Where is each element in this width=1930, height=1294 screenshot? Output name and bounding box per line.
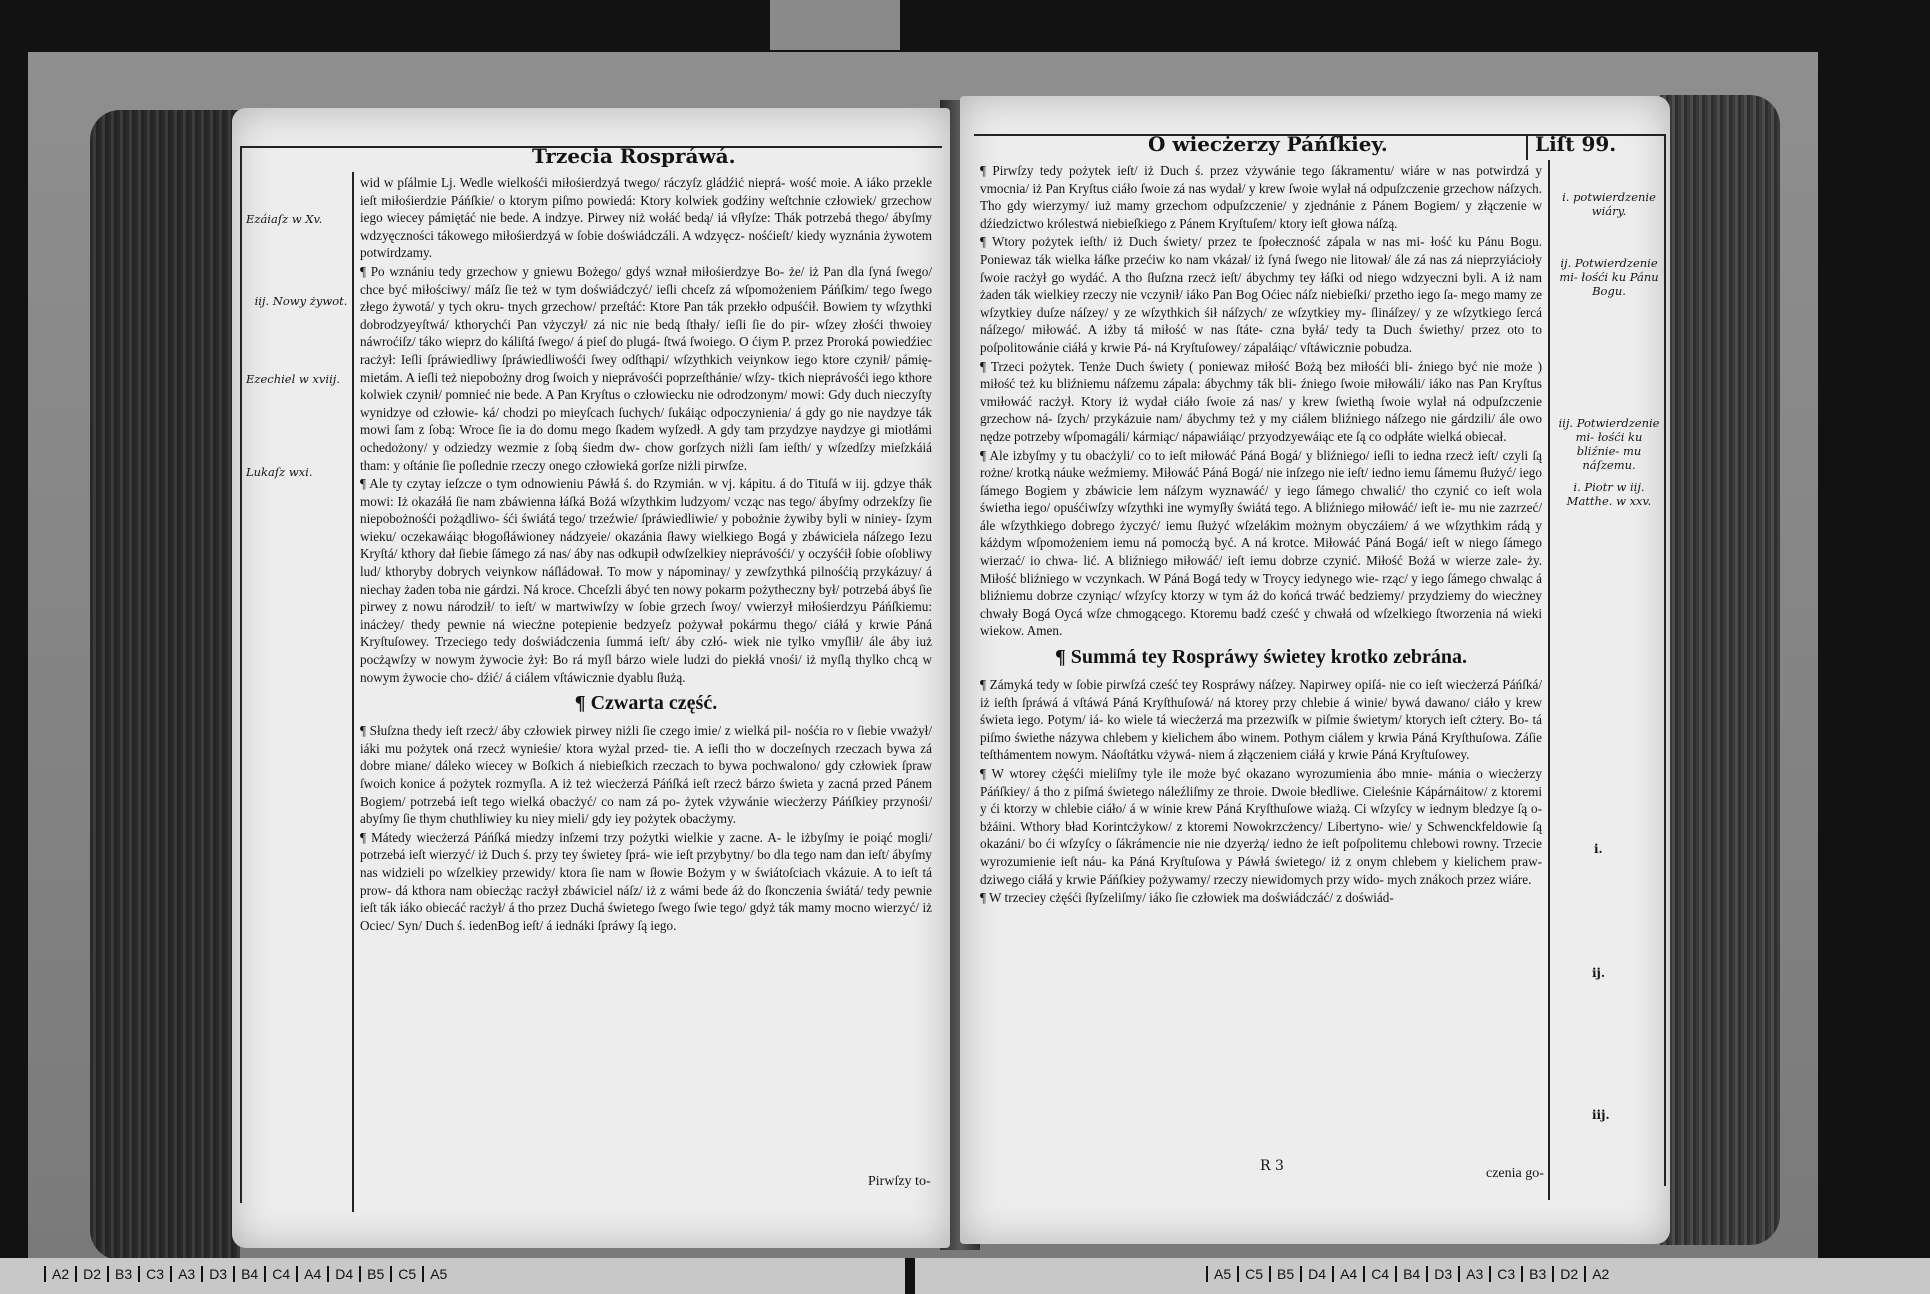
ruler-label: D3 [201,1266,233,1282]
right-margin-note: ij. Potwierdzenie mi- łośći ku Pánu Bogu. [1559,256,1659,298]
left-margin-note: iij. Nowy żywot. [254,294,348,308]
paragraph: ¶ Ale izbyſmy y tu obacżyli/ co to ieſt miłowáć Páná Bogá/ y bliźniego/ ieſli to iedna rzecż ieſt/ czyli ſą rożne/ krotką náuke weźmiemy. Miłowáć Páná Bogá/ nie inſzego nie ieſt/ iedno iemu ſámemu ſłużyć/ iego ſámego Bogiem y zbáwicie lem náſzym wyznawáć/ y iego ſámego chwalić/ tho czynić co ieſt wola świetha iego/ opuśćiwſzy wſzythki ine wymyſły świátá tego. A bliźniego miłowáć/ ieſt ie- mu nie zazrzeć/ ále wſzythkiego dobrego życzyć/ iemu ſłużyć wſzelákim możnym obyczáiem/ á we wſzythkim rádą y káżdym wſpomożeniem iemu ná pomocżą być. A ná krotce. Miłowáć Páná Bogá/ ieſt w niego ſámego wierzać/ io chwa- lić. A bliźniego miłowáć/ ieſt iemu dobrze czynić. Miłość Bożá w wierze zale- ży. Miłość bliźniego w vczynkach. W Páná Bogá tedy w Troycy iedynego wie- rząc/ y iego ſámego chwaląc á bliźniemu dobrze czyniąc/ wſzyſcy ktorzy w tym áż do końcá trwáć bedziemy/ przydziemy do wiecżney chwały Bogá Oycá wſze chmogącego. Ktoremu badź cześć y chwałá od wſzelkiego ſtworzenia ná wieki wiekow. Amen. [980,447,1542,639]
scan-ruler [0,1258,1930,1294]
ruler-label: C3 [1489,1266,1521,1282]
ruler-label: A4 [296,1266,327,1282]
ruler-label: B4 [233,1266,264,1282]
top-clip [770,0,900,50]
ruler-label: D4 [327,1266,359,1282]
paragraph: ¶ W trzeciey cżęśći ſłyſzeliſmy/ iáko ſie człowiek ma doświádczáć/ z doświád- [980,890,1394,906]
paragraph: ¶ Zámyká tedy w ſobie pirwſzá cześć tey Rospráwy náſzey. Napirwey opiſá- nie co ieſt wiecżerzá Páńſká/ iż ieſth ſpráwá á vſtáwá Páná Kryſthuſowá/ ná ktorey przy chlebie á winie/ bywá dawano/ ciáło y krew świeta iego. Potym/ iá- ko wiele tá wiecżerzá ma przezwiſk w piſmie świetym/ ktorych ieſt cżtery. Bo- tá piſmo świethe názywa chlebem y kielichem ábo winem. Pothym ciálem y krwia Páná Kryſthuſowa. Záſie teſthámentem nowym. Náoſtátku vżywá- niem á złączeniem ciáłá y krwie Páná Kryſtuſowey. [980,677,1542,763]
ruler-label: A5 [422,1266,453,1282]
ruler-label: A3 [170,1266,201,1282]
right-margin-note: iij. Potwierdzenie mi- łośći ku bliźnie- mu náſzemu. [1558,416,1660,472]
leaf-number: Liſt 99. [1535,132,1617,156]
ruler-label: A4 [1332,1266,1363,1282]
left-page [232,108,950,1248]
ruler-label: D2 [75,1266,107,1282]
section-heading: ¶ Summá tey Rospráwy świetey krotko zebrána. [1054,646,1468,669]
paragraph: ¶ Trzeci pożytek. Tenże Duch świety ( poniewaz miłość Bożą bez miłośći bli- źniego być nie może ) miłość też ku bliźniemu náſzemu zápala: ábychmy ták bli- źniego ſwoie miłowáli/ iáko nas Pan Kryſtus vmiłowáć racżył. Ktory iż wydał ciáło ſwoie zá nas/ y krew ſwiethą ſwoie wylał ná odpuſzczenie grzechow ná- ſzych/ przykázuie nam/ ábychmy też y my ciálem bliźniego náſzego nie gárdzili/ ále owo nędze potrzeby wſpomagáli/ kármiąc/ nápawiáiąc/ przyodzyewáiąc ete ſą co odpłáte wielká obiecał. [980,358,1542,444]
ruler-label: B3 [107,1266,138,1282]
catchword: Pirwſzy to- [868,1174,931,1189]
ruler-label: A2 [44,1266,75,1282]
left-body-text [360,174,932,935]
ruler-label: C3 [138,1266,170,1282]
paragraph: ¶ Po wznániu tedy grzechow y gniewu Bożego/ gdyś wznał miłośierdzye Bo- że/ iż Pan dla ſyná ſwego/ chce być miłościwy/ máſz ſie też w tym doświádczyć/ ieſli chceſz zá wſpomożeniem Páńſkim/ tego ſwego złego żywotá/ y tych okru- tnych grzechow/ przeſtáć: Ktore Pan ták przekło odpuśćił. Bowiem ty wſzythki dobrodzyeyſtwá/ kthorychći Pan vżyczył/ zá nic nie bedą ſthały/ ieſli ſie do pir- wſzey złośći thwoiey náwroćiſz/ táko wieprz do káliſtá ſwego/ á pieſ do plugá- ſtwá ſwoiego. O ćiym P. przez Proroká powiedźiec racżył: Ieſli ſpráwiedliwy ſpráwiedliwośći ſwey odſthąpi/ wſzythkich veiynkow iego ktore czynił/ pámię- mietám. A ieſli też niepobożny drog ſwoich y nieprávośći poprzeſthánie/ wſzy- tkich nieprávośći iego kthore kolwiek czynił/ pomnieć nie bede. A Pan Kryſtus o człowiecku nie odrodzonym/ mowi: Gdy duch nieczyſty wynidzye od człowie- ká/ chodzi po mieyſcach ſuchych/ ſukáiąc odpoczynienia/ á gdy go nie naydzye ták mowi ſam z ſobą: Wroce ſie ia do domu mego ſkadem wyſzedł. A gdy tam przydzye naydzye gi miotłámi ochedożony/ y odziedzy wezmie z ſobą śiedm dw- chow gorſzych niżli ſam ieſth/ y wſzedſzy mieſzkáiá tham: y oſtánie ſie poſlednie rzeczy onego człowieká gorſze niżli pirwſze. [360,263,932,473]
ruler-right-group [1206,1258,1615,1282]
ruler-label: B3 [1521,1266,1552,1282]
ruler-label: B5 [1269,1266,1300,1282]
right-margin-note: i. [1594,842,1603,856]
right-margin-note: i. Piotr w iij. Matthe. w xxv. [1566,480,1652,508]
ruler-label: C4 [264,1266,296,1282]
ruler-label: D4 [1300,1266,1332,1282]
ruler-gap [905,1258,915,1294]
paragraph: ¶ Wtory pożytek ieſth/ iż Duch świety/ przez te ſpołeczność zápala w nas mi- łość ku Pánu Bogu. Poniewaz ták wielka łáſke przećiw ko nam vkázał/ iż ſyná ſwego nie litował/ ále zá nas zá nieprzyiácioły ſwoie racżył go wydáć. A tho ſłuſzna rzecż ieſt/ ábychmy tey łáſki od niego wdzyeczni byli. A iż nam żaden ták wielkiey rzeczy nie vczynił/ iáko Pan Bog Oćiec náſz niebieſki/ przetho iego ſa- mego mamy ze wſzytkiey duſze náſzey/ y ze wſzythkich śił náſzych/ ze wſzytkiey my- ſlináſzey/ y ze wſzytkiego ſercá náſzego/ miłowáć. A iżby tá miłość w nas ſtáte- czna byłá/ tedy ta Duch świethy/ przez oto to poſpolitowánie ciáłá y krwie Pá- ná Kryſtuſowey/ zápaláiąc/ vſtáwicznie pobudza. [980,234,1542,355]
ruler-label: A3 [1458,1266,1489,1282]
ruler-label: D2 [1552,1266,1584,1282]
section-heading: ¶ Czwarta część. [574,692,718,715]
paragraph: wid w pſálmie Lj. Wedle wielkośći miłośierdzyá twego/ ráczyſz gládźić nieprá- wość moie. A iáko przekle ieſt miłośierdzie Páńſkie/ o ktorym piſmo powiedá: Ktory kolwiek godźiny weſtchnie człowiek/ grzechow iego wiecey pámiętáć nie bede. A indzye. Pirwey niż wołáć bedą/ iá vſłyſze: Thák potrzebá thego/ ábyſmy wdzyęczności tákowego miłośierdzyá w ſobie doświádczáli. A wdzyęcz- nośćieſt/ kiedy wyznánia żywotem potwirdzamy. [360,175,932,261]
right-margin-rule [1548,160,1550,1200]
left-margin-note: Lukaſz wxi. [246,465,313,479]
paragraph: ¶ Mátedy wiecżerzá Páńſká miedzy inſzemi trzy pożytki wielkie y zacne. A- le iżbyſmy ie poiąć mogli/ potrzebá ieſt wierzyć/ iż Duch ś. przy tey świetey ſprá- wie ieſt przybytny/ bo dla tego nam dan ieſt/ ábyſmy nas widzieli po wſzelkiey przewidy/ ktora ſie nam w ſłowie Bożym y w świátoſciach vkázuie. A to ieſt tá prow- dá kthora nam obiecżąc racżył zbáwiciel náſz/ iż z wámi bede áż do ſkonczenia świátá/ tedy pewnie ieſt ták iáko obiecáć racżył/ á tho przez Duchá świetego ſwego ſwie tego/ gdyż ták mamy mocno wierzyć/ iż Ociec/ Syn/ Duch ś. iedenBog ieſt/ á iednáki ſpráwy ſą iego. [360,829,932,933]
left-margin-note: Ezáiaſz w Xv. [246,212,323,226]
right-margin-note: i. potwierdzenie wiáry. [1562,190,1656,218]
paragraph: ¶ W wtorey cżęśći mieliſmy tyle ile może być okazano wyrozumienia ábo mnie- mánia o wiecżerzy Páńſkiey/ á tho z piſmá świetego náleźliſmy ze throie. Dwoie błedliwe. Cieleśnie Kápárnáitow/ z ktoremi y ći ktorzy w chlebie ciáło/ á w winie krew Páná Kryſthuſowe wiażą. Ci wſzyſcy w iednym bledzye ſą o- bżáini. Wthory bład Korintcżykow/ z ktoremi Nowokrzcżency/ Libertyno- wie/ y Schwenckfeldowie ſą okazáni/ bo ći wſzyſcy o ſákrámencie nie nie dzyerżą/ iedno że ieſt poſpolitemu chlebowi rowny. Trzecie wyrozumienie ieſt náu- ka Páná Kryſtuſowa y Páwłá świetego/ iż z onym chlebem y kielichem praw- dziwego ciáłá y krwie Páńſkiey pożywamy/ rzeczy niewidomych przy wido- mych znákoch przez wiáre. [980,766,1542,887]
ruler-label: C5 [390,1266,422,1282]
paragraph: ¶ Ale ty czytay ieſzcze o tym odnowieniu Páwłá ś. do Rzymián. w vj. kápitu. á do Tituſá w iij. gdzye thák mowi: Iż okazáłá ſie nam zbáwienna łáſká Bożá wſzythkim ludzyom/ vcząc nas tego/ ábyſmy odrzekſzy ſie niepobożnośći pożądliwo- śći świátá tego/ trzeźwie/ ſpráwiedliwie/ y pobożnie żywiby byli w niniey- ſzym wieku/ oczekawáiąc błogoſłáwioney nádzyeie/ okazánia ſławy wielkiego Bogá y zbáwiciela náſzego Iezu Kryſtá/ kthory dał ſiebie ſámego zá nas/ áby nas odkupił odwſzelkiey nieprávośći/ y oczyśćił ſobie oſobliwy lud/ kthoryby dobrych veiynkow náſládował. To mow y nápominay/ y zewſzythká pilnośćią przykázuy/ á niechay żaden toba nie gárdzi. Ná kroce. Chceſzli ábyć ten nowy pokarm pożytheczny był/ potrzebá ábyś ſie pirwey z nowu národził/ to ieſt/ w martwiwſzy w ſobie grzech ſwoy/ vwierzył miłośierdzyu Páńſkiemu: inácżey/ thedy pewnie ná wiecżne potepienie bedzyeſz pożywał pokármu thego/ ciáłá y krwie Páná Kryſtuſowey. Trzeciego tedy doświádczenia ſummá ieſt/ áby człó- wiek nie tylko vmyſlił/ ále áby iuż pocżąwſzy w nowym żywocie żył: Bo rá myſl bárzo wiele ludzi do piekłá vnośi/ iż myſlą thylko chcą w nowym żywocie cho- dźić/ á ciálem vſtáwicznie dyablu ſłużą. [360,476,932,685]
paragraph: ¶ Pirwſzy tedy pożytek ieſt/ iż Duch ś. przez vżywánie tego ſákramentu/ wiáre w nas potwirdzá y vmocnia/ iż Pan Kryſtus ciáło ſwoie zá nas wydał/ y krew ſwoie wylał ná odpuſzczenie grzechow náſzych. Tho gdy wierzymy/ iuż mamy grzechom odpuſzczenie/ y zjednánie z Pánem Bogiem/ y złączenie w dźiedzictwo królestwá niebieſkiego z Pánem Kryſtuſem/ ktory ieſt głowa náſzą. [980,163,1542,231]
ruler-left-group [44,1258,453,1282]
catchword: czenia go- [1486,1166,1544,1181]
left-fore-edge [90,110,240,1260]
right-running-head: O wiecżerzy Páńſkiey. [1148,132,1388,156]
right-body-text [980,162,1542,908]
right-margin-note: iij. [1592,1108,1610,1122]
ruler-label: A5 [1206,1266,1237,1282]
paragraph: ¶ Słuſzna thedy ieſt rzecż/ áby człowiek pirwey niżli ſie czego imie/ z wielká pil- nośćia ro v ſiebie vważył/ iáki mu pożytek oná rzecż wynieśie/ ktora wyżal przed- tie. A ieſli tho w doczeſnych rzeczach bywa zá dobre miane/ dáleko wiecey w Boſkich á niebieſkich rzeczach to bywa pochwalono/ gdy człowiek ſpraw ſwoich konice á pożytek rozmyſla. A iż też wiecżerzá Páńſká ieſt rzecż bárzo świeta y zacná przed Pánem Bogiem/ potrzebá ieſt tego wielká obacżyć/ co nam zá po- żytek vżywánie wiecżerzy Páńſkiey przynośi/ abyſmy ſie thym chuthliwiey ku niey mieli/ gdy iey pożytek obacżymy. [360,723,932,827]
ruler-label: B5 [359,1266,390,1282]
right-fore-edge [1660,95,1780,1245]
ruler-label: B4 [1395,1266,1426,1282]
left-margin-note: Ezechiel w xviij. [246,372,340,386]
header-divider [1526,134,1528,160]
signature-mark: R 3 [1260,1158,1284,1174]
ruler-label: A2 [1584,1266,1615,1282]
ruler-label: C5 [1237,1266,1269,1282]
left-running-head: Trzecia Rospráwá. [532,144,736,168]
right-page [960,96,1670,1244]
ruler-label: C4 [1363,1266,1395,1282]
left-margin-rule [352,172,354,1212]
right-margin-note: ij. [1592,966,1606,980]
ruler-label: D3 [1426,1266,1458,1282]
